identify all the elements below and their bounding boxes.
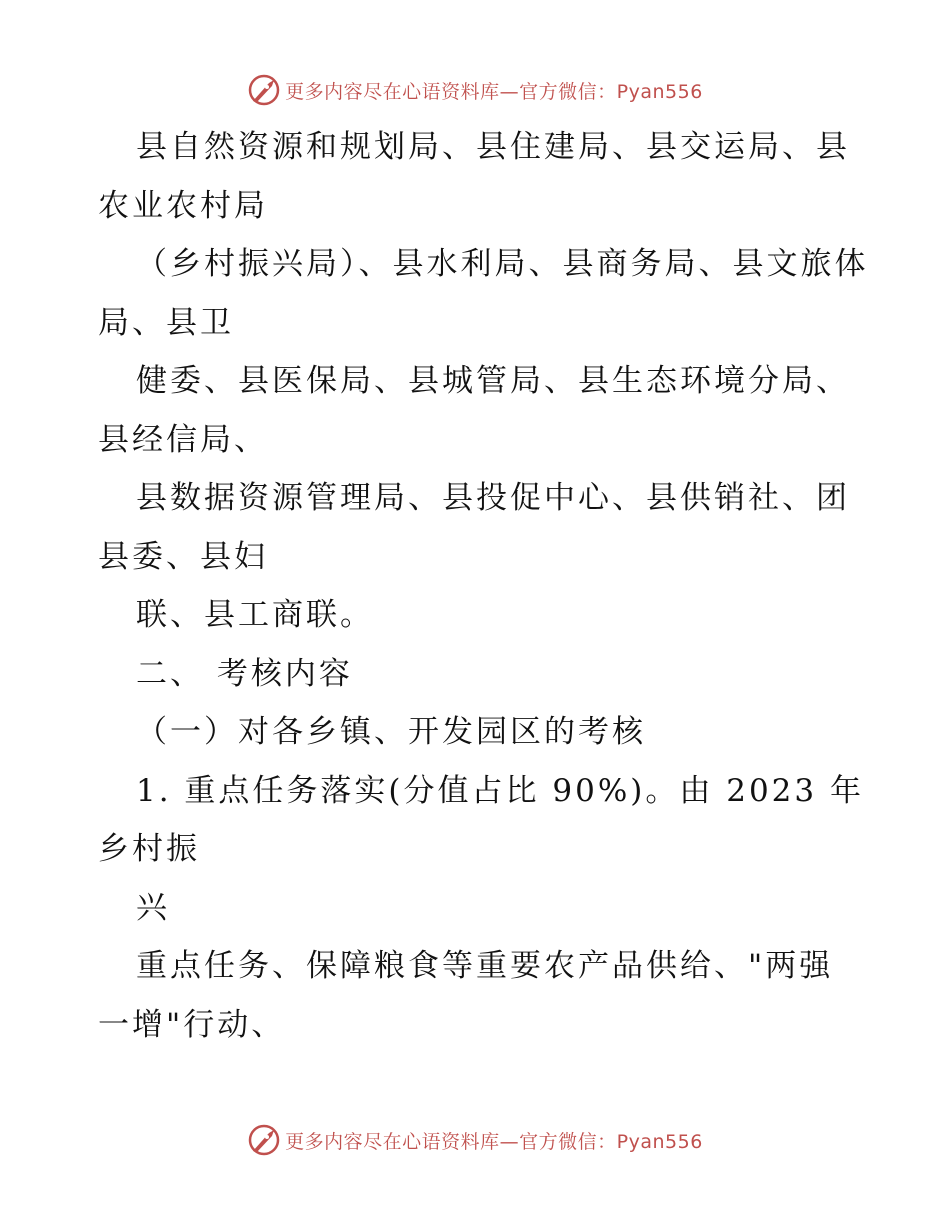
document-body (98, 118, 869, 1054)
header-banner (0, 70, 950, 110)
text-line: 农业农村局 (98, 187, 268, 224)
footer-banner (0, 1120, 950, 1160)
text-line: 兴 (136, 889, 170, 926)
text-line: 一增"行动、 (98, 1006, 286, 1043)
text-line: 县数据资源管理局、县投促中心、县供销社、团 (136, 480, 850, 516)
quill-logo-icon (247, 73, 281, 107)
text-line: （乡村振兴局）、县水利局、县商务局、县文旅体 (136, 246, 869, 282)
text-line: 局、县卫 (98, 304, 234, 341)
text-line: 县自然资源和规划局、县住建局、县交运局、县 (136, 129, 850, 165)
text-line: 健委、县医保局、县城管局、县生态环境分局、 (136, 363, 850, 399)
text-line: 县经信局、 (98, 421, 268, 458)
text-line: 1. 重点任务落实(分值占比 90%)。由 2023 年 (136, 772, 864, 809)
text-line: 乡村振 (98, 831, 200, 867)
text-line: 联、县工商联。 (136, 597, 374, 633)
text-line: （一）对各乡镇、开发园区的考核 (136, 714, 646, 750)
text-line: 县委、县妇 (98, 538, 268, 575)
banner-text: 更多内容尽在心语资料库—官方微信：Pyan556 (285, 1130, 703, 1153)
text-line: 二、 考核内容 (136, 655, 353, 692)
banner-text: 更多内容尽在心语资料库—官方微信：Pyan556 (285, 80, 703, 103)
quill-logo-icon (247, 1123, 281, 1157)
text-line: 重点任务、保障粮食等重要农产品供给、"两强 (136, 948, 834, 984)
